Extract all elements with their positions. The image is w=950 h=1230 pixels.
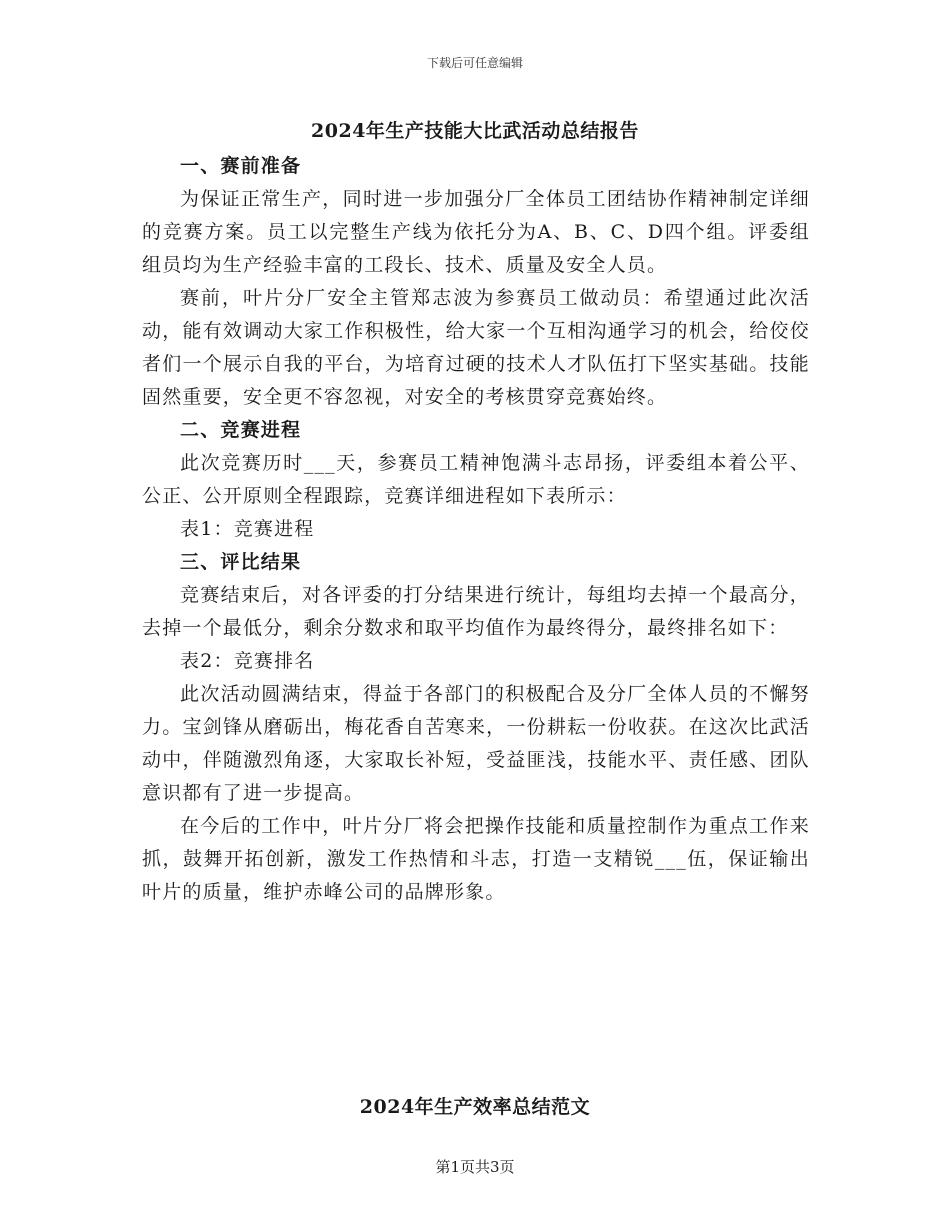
header-note: 下载后可任意编辑 xyxy=(426,56,523,70)
section-heading-preparation: 一、赛前准备 xyxy=(180,155,302,177)
second-document-title: 2024年生产效率总结范文 xyxy=(359,1096,591,1118)
paragraph: 此次竞赛历时___天，参赛员工精神饱满斗志昂扬，评委组本着公平、公正、公开原则全程跟踪，竞赛详细进程如下表所示： xyxy=(142,452,810,507)
section-heading-results: 三、评比结果 xyxy=(180,551,302,573)
document-body xyxy=(142,150,810,909)
table-caption: 表2：竞赛排名 xyxy=(180,650,315,672)
paragraph: 在今后的工作中，叶片分厂将会把操作技能和质量控制作为重点工作来抓，鼓舞开拓创新，激发工作热情和斗志，打造一支精锐___伍，保证输出叶片的质量，维护赤峰公司的品牌形象。 xyxy=(142,815,810,903)
paragraph: 竞赛结束后，对各评委的打分结果进行统计，每组均去掉一个最高分，去掉一个最低分，剩余分数求和取平均值作为最终得分，最终排名如下： xyxy=(142,584,810,639)
page-number-footer: 第1页共3页 xyxy=(435,1158,515,1176)
table-caption: 表1：竞赛进程 xyxy=(180,518,315,540)
paragraph: 为保证正常生产，同时进一步加强分厂全体员工团结协作精神制定详细的竞赛方案。员工以完整生产线为依托分为A、B、C、D四个组。评委组组员均为生产经验丰富的工段长、技术、质量及安全人员。 xyxy=(142,188,810,276)
section-heading-progress: 二、竞赛进程 xyxy=(180,419,302,441)
document-title: 2024年生产技能大比武活动总结报告 xyxy=(311,120,639,142)
paragraph: 此次活动圆满结束，得益于各部门的积极配合及分厂全体人员的不懈努力。宝剑锋从磨砺出，梅花香自苦寒来，一份耕耘一份收获。在这次比武活动中，伴随激烈角逐，大家取长补短，受益匪浅，技能水平、责任感、团队意识都有了进一步提高。 xyxy=(142,683,810,804)
paragraph: 赛前，叶片分厂安全主管郑志波为参赛员工做动员：希望通过此次活动，能有效调动大家工作积极性，给大家一个互相沟通学习的机会，给佼佼者们一个展示自我的平台，为培育过硬的技术人才队伍打下坚实基础。技能固然重要，安全更不容忽视，对安全的考核贯穿竞赛始终。 xyxy=(142,287,810,408)
